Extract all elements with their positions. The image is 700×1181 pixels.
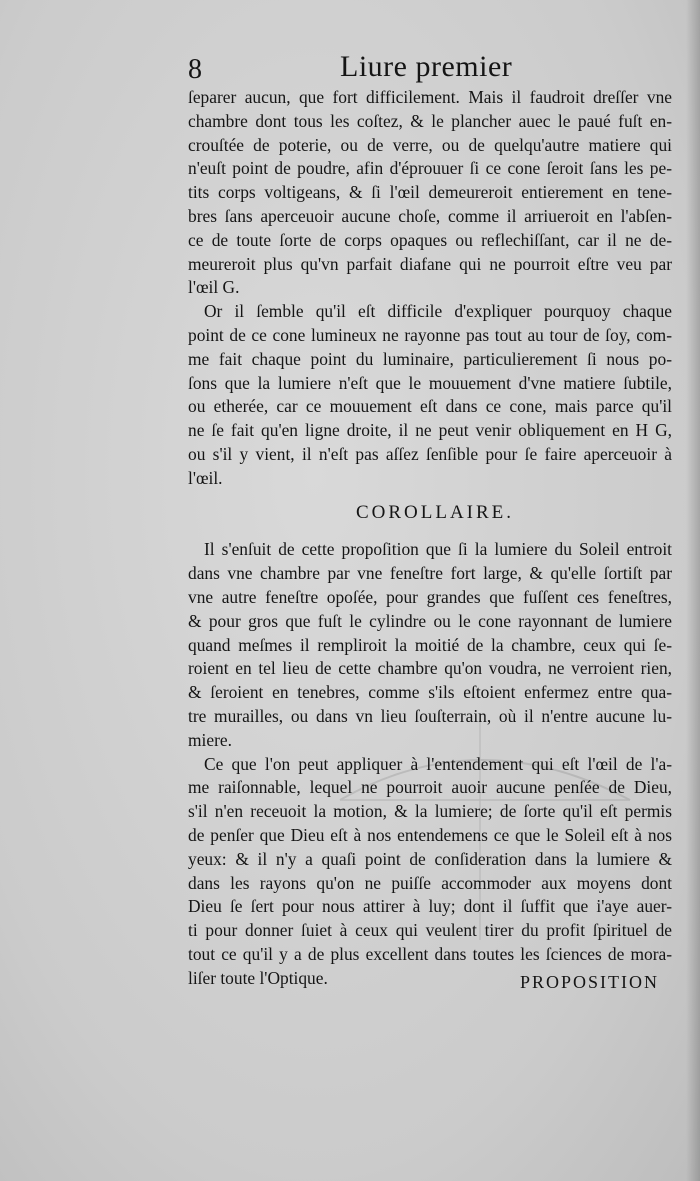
section-heading: COROLLAIRE.	[355, 501, 515, 523]
text-line: yeux: & il n'y a quaſi point de conſideration dans la lumiere &	[188, 848, 672, 869]
paragraph-1	[188, 86, 672, 300]
text-line: tits corps voltigeans, & ſi l'œil demeureroit entierement en tene-	[188, 182, 672, 203]
running-title: Liure premier	[340, 50, 513, 83]
paragraph-3	[188, 538, 672, 752]
text-line: roient en tel lieu de cette chambre qu'on voudra, ne verroient rien,	[188, 658, 672, 679]
paragraph-4	[188, 753, 672, 991]
text-line: l'œil G.	[188, 277, 240, 298]
text-line: liſer toute l'Optique.	[188, 967, 328, 988]
text-line: ou etherée, car ce mouuement eſt dans ce cone, mais parce qu'il	[188, 396, 672, 417]
text-line: l'œil.	[188, 467, 223, 488]
text-line: Dieu ſe ſert pour nous attirer à luy; dont il ſuffit que i'aye auer-	[188, 896, 672, 917]
text-line: Or il ſemble qu'il eſt difficile d'expliquer pourquoy chaque	[204, 301, 672, 322]
text-line: tre murailles, ou dans vn lieu ſouſterrain, où il n'entre aucune lu-	[188, 705, 672, 726]
text-line: me fait chaque point du luminaire, particulierement ſi nous po-	[188, 348, 672, 369]
text-line: Il s'enſuit de cette propoſition que ſi la lumiere du Soleil entroit	[204, 539, 672, 560]
text-line: vne autre feneſtre opoſée, pour grandes que fuſſent ces feneſtres,	[188, 586, 672, 607]
page-edge-shadow	[686, 0, 700, 1181]
text-line: s'il n'en receuoit la motion, & la lumiere; de ſorte qu'il eſt permis	[188, 801, 672, 822]
text-line: Ce que l'on peut appliquer à l'entendement qui eſt l'œil de l'a-	[204, 753, 672, 774]
body-text	[188, 86, 672, 990]
text-line: dans vne chambre par vne feneſtre fort large, & qu'elle ſortiſt par	[188, 563, 672, 584]
text-line: n'euſt point de poudre, afin d'éprouuer ſi ce cone ſeroit ſans les pe-	[188, 158, 672, 179]
text-line: chambre dont tous les coſtez, & le plancher auec le paué fuſt en-	[188, 110, 672, 131]
text-line: & pour gros que fuſt le cylindre ou le cone rayonnant de lumiere	[188, 610, 672, 631]
text-line: crouſtée de poterie, ou de verre, ou de quelqu'autre matiere qui	[188, 134, 672, 155]
text-line: quand meſmes il rempliroit la moitié de la chambre, ceux qui ſe-	[188, 634, 672, 655]
paragraph-2	[188, 300, 672, 490]
text-line: ſeparer aucun, que fort difficilement. Mais il faudroit dreſſer vne	[188, 87, 672, 107]
page-number: 8	[188, 54, 202, 85]
text-line: de penſer que Dieu eſt à nos entendemens ce que le Soleil eſt à nos	[188, 824, 672, 845]
text-line: ti pour donner ſuiet à ceux qui veulent tirer du profit ſpirituel de	[188, 920, 672, 941]
text-line: bres ſans aperceuoir aucune choſe, comme il arriueroit en l'abſen-	[188, 205, 672, 226]
text-line: meureroit plus qu'vn parfait diafane qui ne pourroit eſtre veu par	[188, 253, 672, 274]
text-line: me raiſonnable, lequel ne pourroit auoir aucune penſée de Dieu,	[188, 777, 672, 798]
text-line: ſons que la lumiere n'eſt que le mouuement d'vne matiere ſubtile,	[188, 372, 672, 393]
text-line: miere.	[188, 729, 232, 750]
catchword: PROPOSITION	[520, 972, 660, 992]
text-line: point de ce cone lumineux ne rayonne pas tout au tour de ſoy, com-	[188, 324, 672, 345]
text-line: & ſeroient en tenebres, comme s'ils eſtoient enfermez entre qua-	[188, 682, 672, 703]
page-header	[188, 50, 660, 90]
text-line: ou s'il y vient, il n'eſt pas aſſez ſenſible pour ſe faire aperceuoir à	[188, 443, 672, 464]
text-line: ne ſe fait qu'en ligne droite, il ne peut venir obliquement en H G,	[188, 420, 672, 441]
text-line: ce de toute ſorte de corps opaques ou reflechiſſant, car il ne de-	[188, 229, 672, 250]
text-line: dans les rayons qu'on ne puiſſe accommoder aux moyens dont	[188, 872, 672, 893]
text-line: tout ce qu'il y a de plus excellent dans toutes les ſciences de mora-	[188, 943, 672, 964]
